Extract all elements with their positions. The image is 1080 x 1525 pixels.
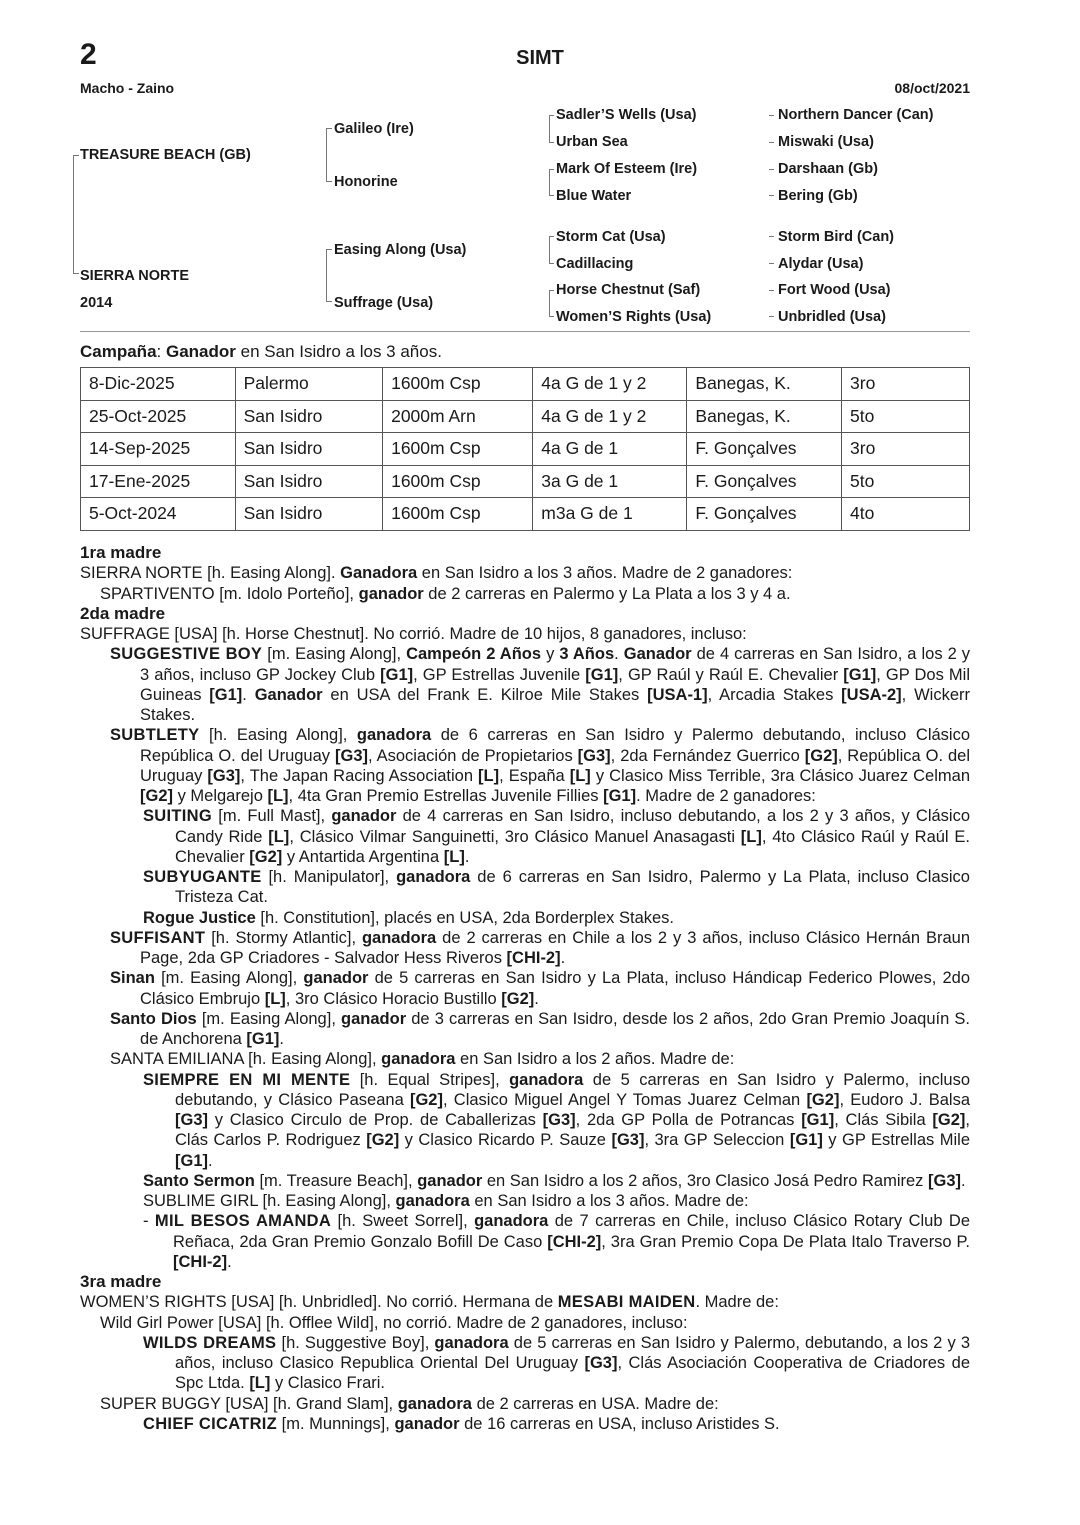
produce-entry (143, 1211, 970, 1272)
text-run: Wild Girl Power [USA] [h. Offlee Wild], no corrió. Madre de 2 ganadores, incluso: (100, 1313, 688, 1332)
text-run: . (242, 685, 255, 704)
g3-7: Horse Chestnut (Saf) (556, 282, 701, 298)
text-run: , 2da Fernández Guerrico (610, 746, 805, 765)
race-cell: 4to (842, 498, 970, 531)
text-run: ganadora (396, 868, 471, 886)
text-run: Campeón 2 Años (406, 645, 542, 664)
text-run: de 6 carreras en San Isidro y Palermo debutando, incluso Clásico República O. del Uruguay (140, 726, 971, 765)
text-run: de 4 carreras en San Isidro, incluso debutando, a los 2 y 3 años, y Clásico Candy Ride (175, 807, 971, 846)
text-run: y Antartida Argentina (282, 847, 444, 866)
text-run: ganadora (395, 1192, 470, 1210)
text-run: 2da madre (80, 603, 166, 623)
text-run: [m. Munnings], (277, 1414, 395, 1433)
race-cell: 1600m Csp (383, 465, 533, 498)
dam-dam: Suffrage (Usa) (334, 295, 434, 311)
produce-entry (110, 968, 970, 1009)
text-run: y (541, 645, 560, 664)
text-run: , Wickerr Stakes. (140, 685, 970, 724)
text-run: . (279, 1030, 285, 1048)
text-run: . Madre de: (695, 1293, 779, 1312)
text-run: ganador (358, 584, 424, 603)
race-cell: Banegas, K. (687, 400, 842, 433)
text-run: [h. Manipulator], (261, 868, 397, 886)
text-run: [G1] (209, 685, 243, 704)
text-run: y Clasico Frari. (270, 1374, 385, 1393)
text-run: y GP Estrellas Mile (822, 1131, 970, 1150)
race-cell: Palermo (235, 368, 382, 401)
text-run: de 6 carreras en San Isidro, Palermo y La Plata, incluso Clasico Tristeza Cat. (175, 868, 970, 907)
text-run: , 3ro Clásico Horacio Bustillo (285, 989, 502, 1008)
text-run: en San Isidro a los 2 años, 3ro Clasico Josá Pedro Ramirez (482, 1171, 928, 1190)
g3-5: Storm Cat (Usa) (556, 229, 666, 245)
text-run: [m. Easing Along], (154, 969, 304, 988)
text-run: , Clásico Vilmar Sanguinetti, 3ro Clásico Manuel Anasagasti (289, 827, 741, 846)
text-run: [h. Easing Along], (199, 726, 357, 745)
produce-entry (80, 1313, 970, 1333)
race-cell: 2000m Arn (383, 400, 533, 433)
text-run: [G3] (175, 1111, 208, 1129)
divider (80, 331, 970, 332)
text-run: en San Isidro a los 3 años. Madre de: (469, 1192, 749, 1210)
g3-3: Mark Of Esteem (Ire) (556, 161, 698, 177)
text-run: , Clás Carlos P. Rodriguez (175, 1111, 970, 1150)
text-run: [L] (740, 827, 762, 846)
text-run: y Clasico Miss Terrible, 3ra Clásico Juarez Celman (590, 766, 971, 785)
race-row (81, 465, 970, 498)
produce-entry (110, 725, 970, 806)
sex-color: Macho - Zaino (80, 80, 175, 96)
race-cell: 8-Dic-2025 (81, 368, 236, 401)
text-run: [G3] (335, 746, 368, 765)
text-run: Ganadora (340, 564, 418, 583)
text-run: SUBYUGANTE (143, 868, 262, 886)
text-run: ganadora (356, 726, 432, 745)
text-run: Ganador (254, 685, 323, 704)
text-run: [L] (264, 989, 286, 1008)
text-run: de 7 carreras en Chile, incluso Clásico Rotary Club De Reñaca, 2da Gran Premio Gonzalo Bofill De Caso (173, 1212, 970, 1251)
race-cell: m3a G de 1 (533, 498, 687, 531)
g4-6: Alydar (Usa) (778, 256, 864, 272)
produce-entry (110, 1009, 970, 1050)
text-run: WILDS DREAMS (143, 1333, 277, 1352)
text-run: ganadora (361, 928, 437, 947)
text-run: [G1] (801, 1111, 835, 1129)
race-cell: 25-Oct-2025 (81, 400, 236, 433)
race-cell: F. Gonçalves (687, 498, 842, 531)
text-run: SUBTLETY (110, 726, 200, 745)
text-run: [G3] (577, 746, 611, 765)
text-run: Santo Sermon (143, 1171, 255, 1190)
text-run: SUBLIME GIRL [h. Easing Along], (143, 1192, 396, 1210)
text-run: [L] (569, 766, 591, 785)
text-run: y Clasico Ricardo P. Sauze (399, 1131, 612, 1150)
text-run: [G3] (207, 766, 241, 785)
dam-sire: Easing Along (Usa) (334, 242, 467, 258)
text-run: , 2da GP Polla de Potrancas (575, 1111, 802, 1129)
text-run: [L] (478, 766, 500, 785)
race-cell: 5to (842, 400, 970, 433)
race-row (81, 498, 970, 531)
g4-5: Storm Bird (Can) (778, 229, 894, 245)
text-run: , GP Estrellas Juvenile (413, 665, 586, 684)
text-run: [G3] (928, 1171, 961, 1190)
produce-entry (143, 1414, 970, 1434)
section-heading (80, 543, 970, 563)
text-run: , The Japan Racing Association (240, 766, 479, 785)
race-cell: San Isidro (235, 400, 382, 433)
text-run: CHIEF CICATRIZ (143, 1414, 278, 1433)
produce-entry (143, 1333, 970, 1394)
race-cell: 1600m Csp (383, 368, 533, 401)
text-run: [L] (443, 847, 465, 866)
text-run: [L] (268, 827, 290, 846)
horse-name: SIMT (516, 47, 564, 69)
race-cell: Banegas, K. (687, 368, 842, 401)
text-run: en USA del Frank E. Kilroe Mile Stakes (322, 685, 648, 704)
text-run: . (614, 645, 624, 664)
text-run: [CHI-2] (506, 949, 561, 967)
text-run: de 2 carreras en Palermo y La Plata a los 3 y 4 a. (423, 584, 791, 603)
text-run: [G3] (542, 1111, 576, 1129)
race-cell: 4a G de 1 y 2 (533, 368, 687, 401)
dam: SIERRA NORTE (80, 268, 190, 284)
g3-1: Sadler’S Wells (Usa) (556, 107, 697, 123)
text-run: ganadora (381, 1050, 456, 1069)
text-run: y Clasico Circulo de Prop. de Caballerizas (208, 1111, 543, 1129)
race-row (81, 433, 970, 466)
campaign-label: Campaña (80, 342, 157, 361)
produce-entry (80, 1394, 970, 1414)
text-run: 3ra madre (80, 1272, 162, 1291)
text-run: [G1] (789, 1131, 823, 1150)
g4-2: Miswaki (Usa) (778, 134, 874, 150)
text-run: , GP Dos Mil Guineas (140, 665, 970, 704)
text-run: de 5 carreras en San Isidro y La Plata, incluso Hándicap Federico Plowes, 2do Clásico Embrujo (140, 969, 970, 1008)
text-run: de 4 carreras en San Isidro, a los 2 y 3 años, incluso GP Jockey Club (140, 645, 970, 684)
text-run: [m. Easing Along], (196, 1009, 342, 1028)
text-run: [CHI-2] (173, 1252, 228, 1271)
text-run: de 5 carreras en San Isidro y Palermo, incluso debutando, y Clásico Paseana (175, 1070, 971, 1109)
race-cell: San Isidro (235, 498, 382, 531)
race-cell: 3ro (842, 368, 970, 401)
race-cell: 1600m Csp (383, 433, 533, 466)
text-run: [m. Treasure Beach], (254, 1171, 418, 1190)
produce-entry (143, 806, 970, 867)
text-run: Ganador (623, 645, 692, 664)
text-run: [G2] (806, 1090, 840, 1109)
text-run: [m. Full Mast], (212, 807, 332, 826)
text-run: [USA-2] (841, 685, 902, 704)
g4-1: Northern Dancer (Can) (778, 107, 934, 123)
text-run: en San Isidro a los 3 años. Madre de 2 ganadores: (417, 564, 793, 583)
race-cell: 17-Ene-2025 (81, 465, 236, 498)
text-run: . (534, 989, 539, 1008)
text-run: [G2] (140, 787, 173, 805)
text-run: [G1] (246, 1030, 280, 1048)
produce-entry (110, 644, 970, 725)
text-run: SUFFISANT (110, 928, 206, 947)
text-run: de 16 carreras en USA, incluso Aristides S. (459, 1414, 780, 1433)
text-run: [USA-1] (647, 685, 708, 704)
text-run: 1ra madre (80, 543, 162, 562)
g3-2: Urban Sea (556, 134, 628, 150)
produce-entry (143, 1171, 970, 1191)
section-heading (80, 1272, 970, 1292)
text-run: [h. Stormy Atlantic], (205, 928, 362, 947)
text-run: , GP Raúl y Raúl E. Chevalier (618, 665, 844, 684)
race-cell: 5-Oct-2024 (81, 498, 236, 531)
text-run: SUITING (143, 807, 213, 826)
race-row (81, 368, 970, 401)
text-run: ganadora (474, 1212, 549, 1231)
race-cell: F. Gonçalves (687, 465, 842, 498)
text-run: , 4to Clásico Raúl y Raúl E. Chevalier (175, 827, 970, 866)
campaign-rest: en San Isidro a los 3 años. (240, 342, 442, 361)
text-run: [G1] (175, 1151, 208, 1170)
text-run: [m. Easing Along], (262, 645, 407, 664)
produce-entry (143, 867, 970, 908)
produce-entry (143, 908, 970, 928)
text-run: SUFFRAGE [USA] [h. Horse Chestnut]. No corrió. Madre de 10 hijos, 8 ganadores, incluso: (80, 625, 747, 643)
race-cell: F. Gonçalves (687, 433, 842, 466)
text-run: . (560, 949, 566, 967)
g4-8: Unbridled (Usa) (778, 309, 886, 325)
text-run: Santo Dios (110, 1009, 197, 1028)
text-run: , Eudoro J. Balsa (839, 1090, 971, 1109)
produce-entry (80, 563, 970, 583)
text-run: [G2] (249, 847, 283, 866)
text-run: SPARTIVENTO [m. Idolo Porteño], (100, 584, 359, 603)
race-cell: 5to (842, 465, 970, 498)
text-run: ganadora (434, 1333, 509, 1352)
text-run: . (464, 847, 470, 866)
text-run: de 5 carreras en San Isidro y Palermo, debutando, a los 2 y 3 años, incluso Clasico Republica Oriental Del Uruguay (175, 1333, 970, 1372)
race-cell: 14-Sep-2025 (81, 433, 236, 466)
text-run: ganador (331, 807, 397, 826)
text-run: WOMEN’S RIGHTS [USA] [h. Unbridled]. No corrió. Hermana de (80, 1293, 558, 1312)
text-run: Rogue Justice (143, 908, 256, 927)
g4-4: Bering (Gb) (778, 188, 858, 204)
section-heading (80, 604, 970, 624)
text-run: [G1] (585, 665, 619, 684)
g3-4: Blue Water (556, 188, 632, 204)
race-cell: 3ro (842, 433, 970, 466)
text-run: , República O. del Uruguay (140, 746, 971, 785)
text-run: [h. Suggestive Boy], (276, 1333, 435, 1352)
text-run: [G2] (366, 1131, 400, 1150)
report-date: 08/oct/2021 (894, 80, 970, 96)
text-run: . Madre de 2 ganadores: (636, 787, 816, 805)
race-cell: 3a G de 1 (533, 465, 687, 498)
text-run: [G3] (584, 1354, 618, 1372)
text-run: , Clasico Miguel Angel Y Tomas Juarez Celman (442, 1090, 807, 1109)
race-cell: 4a G de 1 y 2 (533, 400, 687, 433)
text-run: 3 Años (559, 645, 615, 664)
text-run: , 3ra GP Seleccion (644, 1131, 790, 1150)
g3-8: Women’S Rights (Usa) (556, 309, 712, 325)
text-run: , Asociación de Propietarios (368, 746, 578, 765)
text-run: [L] (267, 787, 289, 805)
text-run: SUGGESTIVE BOY (110, 645, 263, 664)
text-run: [CHI-2] (547, 1232, 602, 1251)
produce-record (80, 543, 970, 1434)
g3-6: Cadillacing (556, 256, 634, 272)
race-cell: 1600m Csp (383, 498, 533, 531)
produce-entry (143, 1070, 970, 1171)
text-run: Sinan (110, 969, 155, 988)
g4-3: Darshaan (Gb) (778, 161, 878, 177)
text-run: - (143, 1212, 155, 1231)
text-run: y Melgarejo (173, 787, 268, 805)
text-run: SIERRA NORTE [h. Easing Along]. (80, 564, 341, 583)
text-run: SUPER BUGGY [USA] [h. Grand Slam], (100, 1394, 398, 1413)
text-run: [G2] (804, 746, 838, 765)
campaign-result: Ganador (166, 342, 236, 361)
text-run: de 2 carreras en Chile a los 2 y 3 años, incluso Clásico Hernán Braun Page, 2da GP Criadores - Salvador Hess Riveros (140, 928, 970, 967)
text-run: . (961, 1171, 966, 1190)
lot-number: 2 (80, 38, 97, 71)
text-run: [h. Constitution], placés en USA, 2da Borderplex Stakes. (255, 908, 675, 927)
sire: TREASURE BEACH (GB) (80, 147, 251, 163)
produce-entry (80, 624, 970, 644)
text-run: . (227, 1252, 232, 1271)
dam-year: 2014 (80, 295, 113, 311)
text-run: MESABI MAIDEN (557, 1293, 696, 1312)
text-run: [L] (249, 1374, 271, 1393)
text-run: [G2] (932, 1111, 966, 1129)
race-table (80, 367, 970, 531)
text-run: de 3 carreras en San Isidro, desde los 2 años, 2do Gran Premio Joaquín S. de Anchorena (140, 1009, 970, 1048)
campaign-summary (80, 342, 442, 362)
text-run: [G1] (603, 787, 637, 805)
text-run: [G1] (380, 665, 414, 684)
text-run: MIL BESOS AMANDA (154, 1212, 332, 1231)
text-run: ganador (303, 969, 369, 988)
text-run: [G2] (409, 1090, 443, 1109)
produce-entry (80, 1292, 970, 1312)
text-run: ganadora (397, 1394, 472, 1413)
text-run: de 2 carreras en USA. Madre de: (472, 1394, 719, 1413)
race-cell: San Isidro (235, 465, 382, 498)
text-run: , 4ta Gran Premio Estrellas Juvenile Fillies (288, 787, 604, 805)
text-run: SANTA EMILIANA [h. Easing Along], (110, 1050, 382, 1069)
text-run: , Clás Sibila (834, 1111, 933, 1129)
text-run: en San Isidro a los 2 años. Madre de: (455, 1050, 735, 1069)
text-run: , Clás Asociación Cooperativa de Criadores de Spc Ltda. (175, 1354, 970, 1393)
g4-7: Fort Wood (Usa) (778, 282, 891, 298)
text-run: [G2] (501, 989, 535, 1008)
text-run: SIEMPRE EN MI MENTE (143, 1070, 351, 1089)
produce-entry (80, 584, 970, 604)
sire-dam: Honorine (334, 174, 398, 190)
text-run: [h. Sweet Sorrel], (331, 1212, 475, 1231)
sire-sire: Galileo (Ire) (334, 121, 414, 137)
produce-entry (110, 1049, 970, 1069)
text-run: , Arcadia Stakes (707, 685, 842, 704)
text-run: ganadora (509, 1070, 584, 1089)
text-run: [h. Equal Stripes], (350, 1070, 510, 1089)
text-run: ganador (341, 1009, 407, 1028)
campaign-colon: : (156, 342, 162, 361)
text-run: , 3ra Gran Premio Copa De Plata Italo Traverso P. (601, 1232, 971, 1251)
text-run: [G3] (611, 1131, 645, 1150)
text-run: . (208, 1151, 213, 1170)
text-run: ganador (394, 1414, 460, 1433)
race-row (81, 400, 970, 433)
text-run: ganador (417, 1171, 483, 1190)
race-cell: 4a G de 1 (533, 433, 687, 466)
produce-entry (110, 928, 970, 969)
produce-entry (143, 1191, 970, 1211)
race-cell: San Isidro (235, 433, 382, 466)
text-run: , España (499, 766, 570, 785)
text-run: [G1] (843, 665, 877, 684)
